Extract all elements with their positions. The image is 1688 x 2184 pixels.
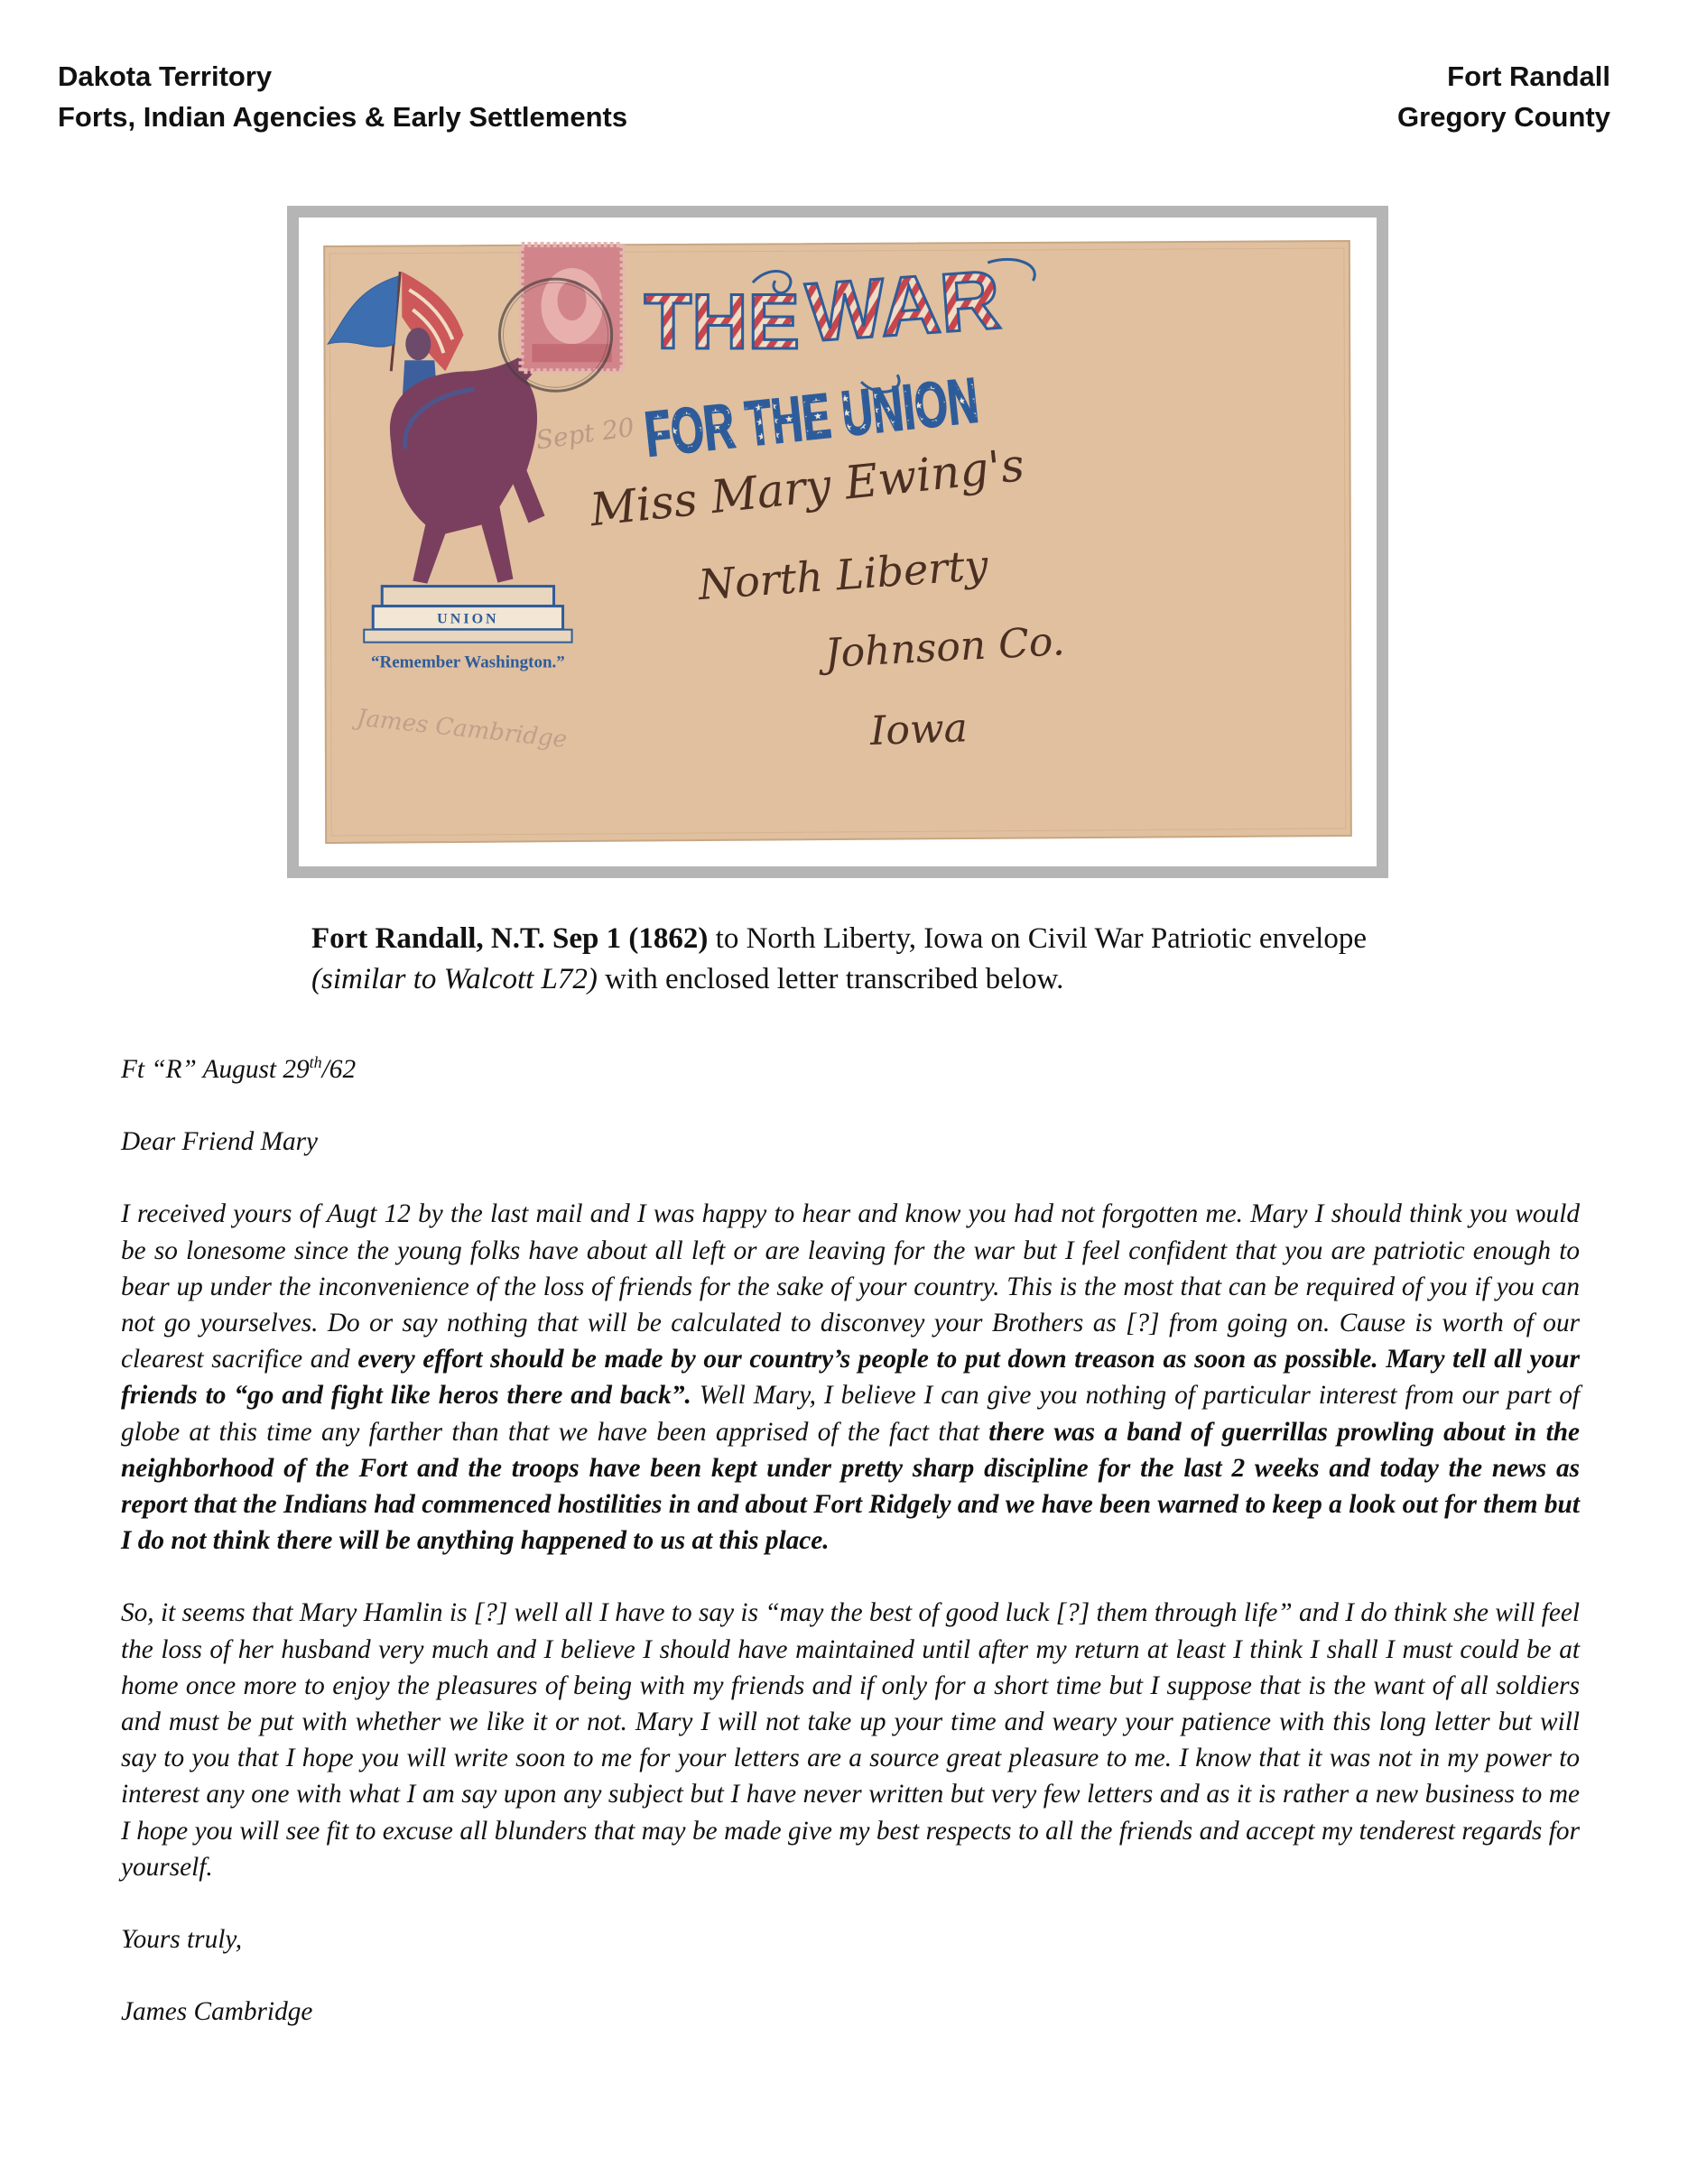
pencil-note: Sept 20 [533, 412, 636, 456]
pedestal-label: UNION [437, 611, 499, 627]
letter-salutation: Dear Friend Mary [121, 1127, 319, 1157]
address-line-1: Miss Mary Ewing's [587, 439, 1027, 537]
caption-reference: (similar to Walcott L72) [311, 963, 598, 995]
caption-text-1: to North Liberty, Iowa on Civil War Patriotic envelope [708, 922, 1367, 955]
header-fort: Fort Randall [1447, 60, 1610, 92]
banner-war: WAR [802, 253, 1004, 360]
letter-closing: Yours truly, [121, 1925, 243, 1955]
letter-paragraph-2: So, it seems that Mary Hamlin is [?] well all I have to say is “may the best of good luck [?] them through life” and I do think she will feel the loss of her husband very much and I believe I should have maintained until after my return at least I think I shall I must could be at home once more to enjoy the pleasures of being with my friends and if only for a short time but I suppose that is the want of all soldiers and must be put with whether we like it or not. Mary I will not take up your time and weary your patience with this long letter but will say to you that I hope you will write soon to me for your letters are a source great pleasure to me. I know that it was not in my power to interest any one with what I am say upon any subject but I have never written but very few letters and as it is rather a new business to me I hope you will see fit to excuse all blunders that may be made give my best respects to all the friends and accept my tenderest regards for yourself. [121, 1598, 1580, 1882]
vignette-caption: “Remember Washington.” [370, 652, 565, 672]
address-line-4: Iowa [869, 705, 969, 754]
caption-postmark: Fort Randall, N.T. Sep 1 (1862) [311, 922, 709, 955]
letter-signature: James Cambridge [121, 1997, 313, 2027]
caption-text-2: with enclosed letter transcribed below. [597, 963, 1064, 995]
letter-transcription [121, 1051, 1580, 2030]
banner-for-the-union: FOR THE UNION [641, 347, 1145, 470]
envelope-image-frame [287, 206, 1388, 878]
address-line-3: Johnson Co. [823, 618, 1066, 678]
header-series: Forts, Indian Agencies & Early Settlements [58, 101, 628, 133]
letter-dateline: Ft “R” August 29th/62 [121, 1053, 357, 1084]
bold-passage-1: every effort should be made by our country’s people to put down treason as soon as possible. Mary tell all your friends to “go and fight like heros there and back”. [121, 1345, 1581, 1411]
postage-stamp [521, 245, 622, 371]
patriotic-envelope-image [315, 236, 1360, 848]
date-superscript: th [309, 1053, 322, 1072]
page-header-left [58, 56, 627, 137]
page-header-right [1397, 56, 1610, 137]
address-line-2: North Liberty [696, 540, 990, 610]
letter-paragraph-1: I received yours of Augt 12 by the last mail and I was happy to hear and know you had not forgotten me. Mary I should think you would be so lonesome since the young folks have about all left or are leaving for the war but I feel confident that you are patriotic enough to bear up under the inconvenience of the loss of friends for the sake of your country. This is the most that can be required of you if you can not go yourselves. Do or say nothing that will be calculated to disconvey your Brothers as [?] from going on. Cause is worth of our clearest sacrifice and every effort should be made by our country’s people to put down treason as soon as possible. Mary tell all your friends to “go and fight like heros there and back”. Well Mary, I believe I can give you nothing of particular interest from our part of globe at this time any farther than that we have been apprised of the fact that there was a band of guerrillas prowling about in the neighborhood of the Fort and the troops have been kept under pretty sharp discipline for the last 2 weeks and today the news as report that the Indians had commenced hostilities in and about Fort Ridgely and we have been warned to keep a look out for them but I do not think there will be anything happened to us at this place. [121, 1199, 1581, 1556]
sender-pencil-note: James Cambridge [355, 704, 569, 754]
pedestal-icon [364, 587, 571, 643]
header-territory: Dakota Territory [58, 60, 273, 92]
banner-the: THE [644, 279, 800, 366]
header-county: Gregory County [1397, 101, 1610, 133]
envelope-caption [311, 919, 1440, 1000]
bold-passage-2: there was a band of guerrillas prowling about in the neighborhood of the Fort and the troops have been kept under pretty sharp discipline for the last 2 weeks and today the news as report that the Indians had commenced hostilities in and about Fort Ridgely and we have been warned to keep a look out for them but I do not think there will be anything happened to us at this place. [121, 1417, 1581, 1556]
